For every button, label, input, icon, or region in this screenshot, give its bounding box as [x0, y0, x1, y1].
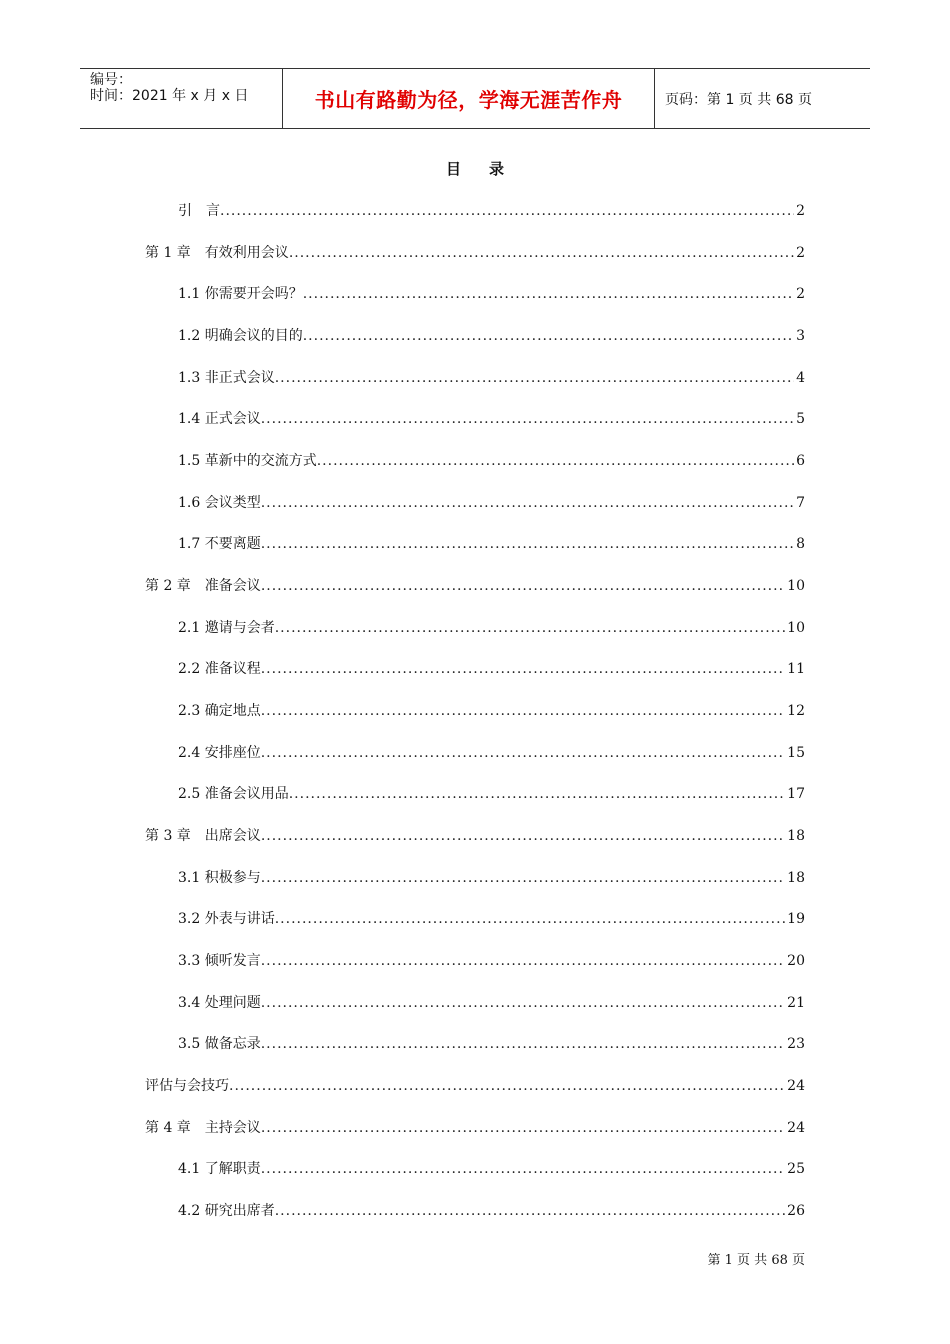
toc-entry-page: 23	[787, 1036, 805, 1052]
page-footer: 第 1 页 共 68 页	[707, 1253, 805, 1268]
toc-entry[interactable]	[178, 658, 805, 678]
toc-entry[interactable]	[178, 450, 805, 470]
header-motto-cell	[282, 69, 655, 128]
toc-entry-page: 3	[796, 328, 805, 344]
toc-entry[interactable]	[178, 1033, 805, 1053]
toc-leader	[275, 911, 785, 927]
toc-entry-page: 12	[787, 703, 805, 719]
toc-entry-page: 15	[787, 745, 805, 761]
toc-leader	[261, 703, 785, 719]
toc-leader	[261, 745, 785, 761]
toc-entry-label: 1.6 会议类型	[178, 495, 261, 511]
toc-entry-label: 3.5 做备忘录	[178, 1036, 261, 1052]
toc-entry-label: 3.4 处理问题	[178, 995, 261, 1011]
toc-entry-page: 21	[787, 995, 805, 1011]
toc-entry-page: 26	[787, 1203, 805, 1219]
toc-entry[interactable]	[178, 867, 805, 887]
toc-leader	[220, 203, 794, 219]
toc-entry[interactable]	[178, 492, 805, 512]
toc-entry[interactable]	[178, 1200, 805, 1220]
toc-leader	[261, 828, 785, 844]
toc-leader	[261, 661, 785, 677]
toc-entry-page: 4	[796, 370, 805, 386]
toc-entry-label: 第 4 章 主持会议	[145, 1120, 261, 1136]
header-motto: 书山有路勤为径，学海无涯苦作舟	[314, 88, 623, 112]
toc-leader	[275, 620, 785, 636]
toc-entry-page: 18	[787, 828, 805, 844]
toc-leader	[289, 786, 785, 802]
toc-leader	[261, 1161, 785, 1177]
toc-leader	[261, 953, 785, 969]
toc-leader	[261, 578, 785, 594]
header-meta	[80, 69, 282, 128]
toc-entry[interactable]	[178, 200, 805, 220]
toc-leader	[275, 1203, 785, 1219]
toc-leader	[303, 286, 794, 302]
toc-entry-label: 评估与会技巧	[145, 1078, 229, 1094]
toc-entry-page: 24	[787, 1120, 805, 1136]
document-number: 编号：	[90, 72, 132, 88]
toc-entry-page: 7	[796, 495, 805, 511]
toc-entry-page: 2	[796, 203, 805, 219]
toc-entry-label: 2.1 邀请与会者	[178, 620, 275, 636]
toc-entry[interactable]	[145, 575, 805, 595]
toc-entry-label: 第 1 章 有效利用会议	[145, 245, 289, 261]
toc-entry-label: 2.2 准备议程	[178, 661, 261, 677]
toc-entry[interactable]	[178, 283, 805, 303]
toc-entry-page: 5	[796, 411, 805, 427]
toc-leader	[261, 1120, 785, 1136]
toc-entry-page: 25	[787, 1161, 805, 1177]
toc-entry[interactable]	[145, 1117, 805, 1137]
toc-entry-label: 4.1 了解职责	[178, 1161, 261, 1177]
toc-leader	[261, 995, 785, 1011]
toc-entry-label: 4.2 研究出席者	[178, 1203, 275, 1219]
toc-entry-page: 17	[787, 786, 805, 802]
toc-entry-label: 1.4 正式会议	[178, 411, 261, 427]
toc-entry-page: 19	[787, 911, 805, 927]
toc-entry[interactable]	[178, 742, 805, 762]
toc-entry-label: 1.1 你需要开会吗？	[178, 286, 303, 302]
toc-entry[interactable]	[178, 783, 805, 803]
toc-leader	[289, 245, 794, 261]
toc-entry[interactable]	[178, 408, 805, 428]
toc-entry-label: 引 言	[178, 203, 220, 219]
toc-leader	[229, 1078, 785, 1094]
toc-entry[interactable]	[178, 700, 805, 720]
toc-entry-label: 1.7 不要离题	[178, 536, 261, 552]
toc-leader	[261, 1036, 785, 1052]
toc-entry-page: 8	[796, 536, 805, 552]
toc-leader	[261, 495, 794, 511]
toc-leader	[317, 453, 794, 469]
toc-entry-page: 20	[787, 953, 805, 969]
toc-entry-page: 11	[787, 661, 805, 677]
toc-entry-label: 第 3 章 出席会议	[145, 828, 261, 844]
header-page-number: 页码：第 1 页 共 68 页	[665, 91, 812, 108]
toc-entry-label: 3.3 倾听发言	[178, 953, 261, 969]
toc-entry-label: 第 2 章 准备会议	[145, 578, 261, 594]
toc-entry-label: 3.1 积极参与	[178, 870, 261, 886]
toc-entry[interactable]	[178, 617, 805, 637]
toc-entry-label: 1.2 明确会议的目的	[178, 328, 303, 344]
toc-title: 目录	[445, 160, 532, 178]
page-header	[80, 68, 870, 129]
toc-entry[interactable]	[178, 533, 805, 553]
toc-entry[interactable]	[178, 367, 805, 387]
toc-entry-page: 10	[787, 620, 805, 636]
toc-entry-label: 2.3 确定地点	[178, 703, 261, 719]
toc-entry[interactable]	[178, 908, 805, 928]
toc-leader	[261, 411, 794, 427]
toc-entry-label: 2.5 准备会议用品	[178, 786, 289, 802]
toc-leader	[303, 328, 794, 344]
toc-entry-page: 10	[787, 578, 805, 594]
header-page-cell	[655, 69, 870, 128]
toc-leader	[261, 536, 794, 552]
toc-entry[interactable]	[178, 950, 805, 970]
toc-entry-label: 3.2 外表与讲话	[178, 911, 275, 927]
document-date: 时间：2021 年 x 月 x 日	[90, 88, 249, 104]
toc-entry-label: 1.3 非正式会议	[178, 370, 275, 386]
toc-entry-page: 2	[796, 245, 805, 261]
toc-entry-label: 2.4 安排座位	[178, 745, 261, 761]
toc-entry-page: 18	[787, 870, 805, 886]
toc-entry[interactable]	[178, 325, 805, 345]
toc-entry[interactable]	[145, 242, 805, 262]
toc-entry-page: 24	[787, 1078, 805, 1094]
toc-leader	[275, 370, 794, 386]
toc-entry-label: 1.5 革新中的交流方式	[178, 453, 317, 469]
toc-entry-page: 2	[796, 286, 805, 302]
toc-leader	[261, 870, 785, 886]
toc-entry[interactable]	[145, 825, 805, 845]
toc-entry[interactable]	[145, 1075, 805, 1095]
toc-entry-page: 6	[796, 453, 805, 469]
toc-entry[interactable]	[178, 1158, 805, 1178]
toc-entry[interactable]	[178, 992, 805, 1012]
